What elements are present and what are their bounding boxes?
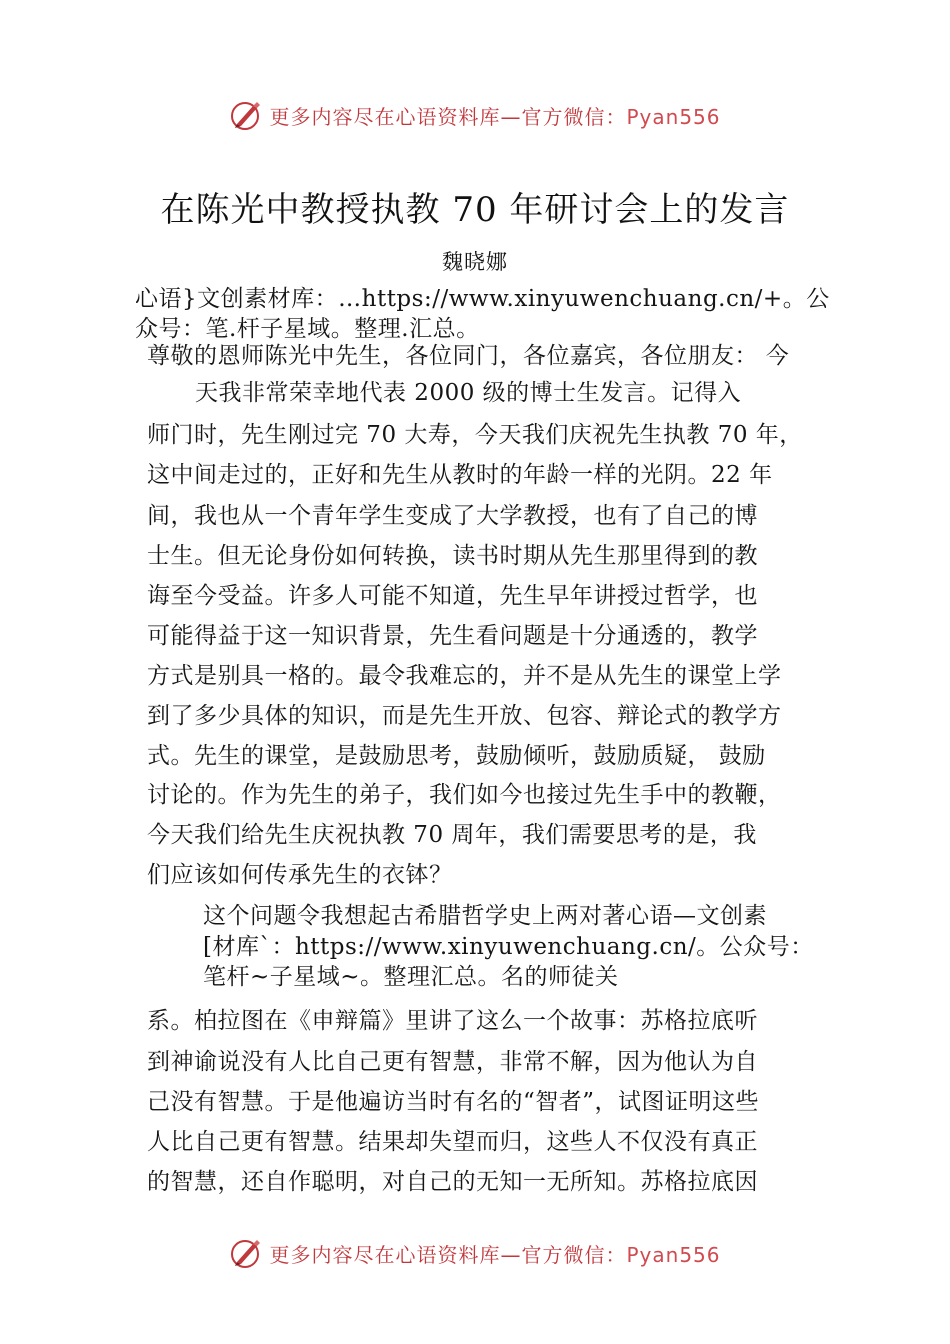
paragraph-line: 己没有智慧。于是他遍访当时有名的“智者”，试图证明这些 <box>147 1089 760 1115</box>
paragraph-line: 方式是别具一格的。最令我难忘的，并不是从先生的课堂上学 <box>147 663 782 689</box>
paragraph-line: 人比自己更有智慧。结果却失望而归，这些人不仅没有真正 <box>147 1129 758 1155</box>
pen-logo-icon <box>229 1236 263 1270</box>
paragraph-line: 可能得益于这一知识背景，先生看问题是十分通透的，教学 <box>147 623 758 649</box>
inserted-note-line: 这个问题令我想起古希腊哲学史上两对著心语—文创素 <box>203 903 767 929</box>
paragraph-line: 今天我们给先生庆祝执教 70 周年，我们需要思考的是，我 <box>147 822 757 848</box>
paragraph-line: 到神谕说没有人比自己更有智慧，非常不解，因为他认为自 <box>147 1049 758 1075</box>
page-title: 在陈光中教授执教 70 年研讨会上的发言 <box>160 190 790 230</box>
paragraph-line: 到了多少具体的知识，而是先生开放、包容、辩论式的教学方 <box>147 703 782 729</box>
paragraph-line: 诲至今受益。许多人可能不知道，先生早年讲授过哲学，也 <box>147 583 758 609</box>
banner-text: 更多内容尽在心语资料库—官方微信：Pyan556 <box>269 1242 721 1267</box>
header-banner <box>0 95 950 135</box>
salutation: 尊敬的恩师陈光中先生，各位同门，各位嘉宾，各位朋友： 今 <box>147 343 790 369</box>
footer-banner <box>0 1233 950 1273</box>
inserted-note-line: 笔杆~子星域~。整理汇总。名的师徒关 <box>203 964 619 990</box>
author-name: 魏晓娜 <box>442 250 508 274</box>
paragraph-line: 的智慧，还自作聪明，对自己的无知一无所知。苏格拉底因 <box>147 1169 758 1195</box>
pen-logo-icon <box>229 98 263 132</box>
source-note-line: 众号：笔.杆子星域。整理.汇总。 <box>135 316 480 342</box>
paragraph-line: 士生。但无论身份如何转换，读书时期从先生那里得到的教 <box>147 543 758 569</box>
inserted-note-line: [材库`：https://www.xinyuwenchuang.cn/。公众号： <box>203 934 814 960</box>
paragraph-line: 师门时，先生刚过完 70 大寿，今天我们庆祝先生执教 70 年， <box>147 422 803 448</box>
paragraph-line: 天我非常荣幸地代表 2000 级的博士生发言。记得入 <box>195 380 742 406</box>
banner-text: 更多内容尽在心语资料库—官方微信：Pyan556 <box>269 104 721 129</box>
paragraph-line: 这中间走过的，正好和先生从教时的年龄一样的光阴。22 年 <box>147 462 773 488</box>
paragraph-line: 式。先生的课堂，是鼓励思考，鼓励倾听，鼓励质疑， 鼓励 <box>147 743 766 769</box>
paragraph-line: 间，我也从一个青年学生变成了大学教授，也有了自己的博 <box>147 503 758 529</box>
source-note-line: 心语}文创素材库：…https://www.xinyuwenchuang.cn/+。公 <box>135 286 830 312</box>
paragraph-line: 系。柏拉图在《申辩篇》里讲了这么一个故事：苏格拉底听 <box>147 1008 758 1034</box>
paragraph-line: 们应该如何传承先生的衣钵？ <box>147 862 453 888</box>
paragraph-line: 讨论的。作为先生的弟子，我们如今也接过先生手中的教鞭， <box>147 782 782 808</box>
